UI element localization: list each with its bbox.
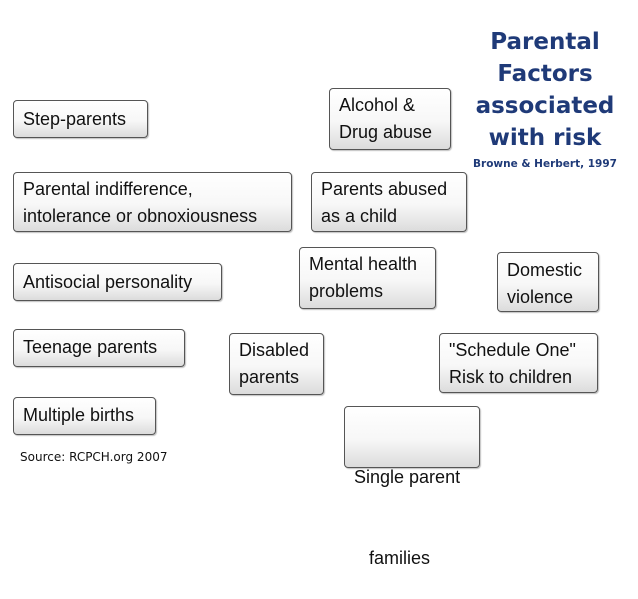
factor-label: Domestic bbox=[507, 260, 583, 280]
factor-label: families bbox=[354, 548, 431, 568]
title-line: with risk bbox=[488, 125, 602, 151]
factor-single-parent-families bbox=[344, 406, 480, 568]
factor-label: Alcohol & bbox=[339, 95, 416, 115]
title-line: Factors bbox=[497, 61, 593, 87]
factor-antisocial-personality bbox=[13, 263, 222, 301]
title-line: Parental bbox=[490, 29, 600, 55]
factor-label: Antisocial personality bbox=[23, 272, 193, 292]
factor-label: Single parent bbox=[354, 467, 461, 487]
factor-label: intolerance or obnoxiousness bbox=[23, 206, 258, 226]
factor-label: "Schedule One" bbox=[449, 340, 576, 360]
factor-teenage-parents bbox=[13, 329, 185, 367]
factor-disabled-parents bbox=[229, 333, 324, 395]
factor-label: as a child bbox=[321, 206, 398, 226]
factor-mental-health-problems bbox=[299, 247, 436, 309]
factor-parental-indifference bbox=[13, 172, 292, 232]
title-line: associated bbox=[475, 93, 615, 119]
source-note: Source: RCPCH.org 2007 bbox=[20, 450, 168, 464]
factor-label: Parents abused bbox=[321, 179, 448, 199]
factor-label: Parental indifference, bbox=[23, 179, 193, 199]
factor-label: violence bbox=[507, 287, 574, 307]
factor-label: problems bbox=[309, 281, 384, 301]
factor-label: Step-parents bbox=[23, 109, 127, 129]
factor-label: parents bbox=[239, 367, 300, 387]
citation: Browne & Herbert, 1997 bbox=[473, 158, 617, 170]
factor-schedule-one bbox=[439, 333, 598, 393]
factor-parents-abused bbox=[311, 172, 467, 232]
factor-multiple-births bbox=[13, 397, 156, 435]
factor-label: Drug abuse bbox=[339, 122, 433, 142]
factor-label: Mental health bbox=[309, 254, 418, 274]
diagram-title bbox=[470, 26, 620, 154]
factor-alcohol-drug-abuse bbox=[329, 88, 451, 150]
factor-step-parents bbox=[13, 100, 148, 138]
factor-label: Risk to children bbox=[449, 367, 573, 387]
factor-domestic-violence bbox=[497, 252, 599, 312]
factor-label: Teenage parents bbox=[23, 337, 158, 357]
factor-label: Multiple births bbox=[23, 405, 135, 425]
factor-label: Disabled bbox=[239, 340, 310, 360]
